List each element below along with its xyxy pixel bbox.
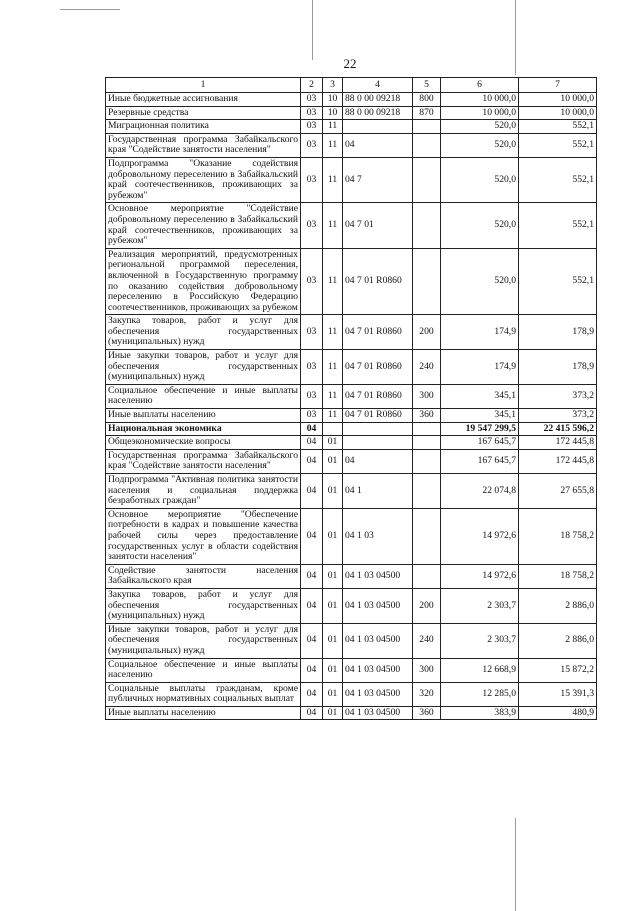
row-amount-year2-cell: 22 415 596,2 bbox=[519, 422, 597, 436]
row-target-article-cell: 04 7 01 R0860 bbox=[343, 315, 413, 350]
row-expense-type-cell bbox=[413, 120, 441, 134]
row-amount-year2-cell: 2 886,0 bbox=[519, 588, 597, 623]
row-subsection-cell: 11 bbox=[323, 248, 343, 315]
row-amount-year2-cell: 27 655,8 bbox=[519, 474, 597, 509]
row-subsection-cell: 11 bbox=[323, 409, 343, 423]
row-expense-type-cell: 300 bbox=[413, 658, 441, 682]
table-row bbox=[106, 315, 597, 350]
row-expense-type-cell bbox=[413, 248, 441, 315]
row-subsection-cell: 10 bbox=[323, 106, 343, 120]
row-amount-year2-cell: 2 886,0 bbox=[519, 623, 597, 658]
row-expense-type-cell bbox=[413, 157, 441, 202]
row-section-cell: 03 bbox=[301, 350, 323, 385]
row-name-cell: Закупка товаров, работ и услуг для обеспечения государственных (муниципальных) нужд bbox=[106, 315, 301, 350]
table-row bbox=[106, 120, 597, 134]
row-subsection-cell: 11 bbox=[323, 133, 343, 157]
row-subsection-cell: 11 bbox=[323, 120, 343, 134]
row-section-cell: 03 bbox=[301, 133, 323, 157]
column-header: 1 bbox=[106, 78, 301, 93]
row-amount-year1-cell: 2 303,7 bbox=[441, 623, 519, 658]
row-expense-type-cell bbox=[413, 203, 441, 248]
row-expense-type-cell: 360 bbox=[413, 409, 441, 423]
row-name-cell: Резервные средства bbox=[106, 106, 301, 120]
row-name-cell: Иные выплаты населению bbox=[106, 706, 301, 720]
row-section-cell: 03 bbox=[301, 315, 323, 350]
row-amount-year2-cell: 10 000,0 bbox=[519, 93, 597, 107]
row-target-article-cell: 04 1 03 04500 bbox=[343, 588, 413, 623]
row-section-cell: 03 bbox=[301, 203, 323, 248]
row-amount-year2-cell: 18 758,2 bbox=[519, 508, 597, 564]
table-row bbox=[106, 133, 597, 157]
row-subsection-cell: 01 bbox=[323, 436, 343, 450]
row-amount-year2-cell: 10 000,0 bbox=[519, 106, 597, 120]
row-section-cell: 04 bbox=[301, 474, 323, 509]
row-target-article-cell: 04 bbox=[343, 449, 413, 473]
row-target-article-cell: 04 7 01 R0860 bbox=[343, 409, 413, 423]
table-row bbox=[106, 106, 597, 120]
table-body bbox=[106, 78, 597, 720]
row-expense-type-cell: 200 bbox=[413, 588, 441, 623]
row-name-cell: Общеэкономические вопросы bbox=[106, 436, 301, 450]
row-target-article-cell: 04 7 01 R0860 bbox=[343, 248, 413, 315]
table-row bbox=[106, 422, 597, 436]
column-header: 7 bbox=[519, 78, 597, 93]
row-target-article-cell: 04 1 03 04500 bbox=[343, 658, 413, 682]
row-name-cell: Государственная программа Забайкальского края "Содействие занятости населения" bbox=[106, 449, 301, 473]
row-section-cell: 03 bbox=[301, 106, 323, 120]
row-subsection-cell: 01 bbox=[323, 623, 343, 658]
row-target-article-cell: 04 7 01 bbox=[343, 203, 413, 248]
table-row bbox=[106, 564, 597, 588]
row-amount-year1-cell: 167 645,7 bbox=[441, 449, 519, 473]
row-amount-year2-cell: 480,9 bbox=[519, 706, 597, 720]
row-expense-type-cell: 300 bbox=[413, 384, 441, 408]
row-amount-year1-cell: 174,9 bbox=[441, 350, 519, 385]
row-amount-year2-cell: 552,1 bbox=[519, 133, 597, 157]
row-amount-year1-cell: 345,1 bbox=[441, 409, 519, 423]
row-expense-type-cell: 240 bbox=[413, 350, 441, 385]
row-section-cell: 04 bbox=[301, 588, 323, 623]
row-name-cell: Социальные выплаты гражданам, кроме публичных нормативных социальных выплат bbox=[106, 682, 301, 706]
row-name-cell: Основное мероприятие "Содействие добровольному переселению в Забайкальский край соотечественников, проживающих за рубежом" bbox=[106, 203, 301, 248]
row-target-article-cell: 04 1 03 04500 bbox=[343, 682, 413, 706]
row-name-cell: Иные закупки товаров, работ и услуг для обеспечения государственных (муниципальных) нужд bbox=[106, 350, 301, 385]
row-subsection-cell: 10 bbox=[323, 93, 343, 107]
column-header: 6 bbox=[441, 78, 519, 93]
row-name-cell: Иные закупки товаров, работ и услуг для обеспечения государственных (муниципальных) нужд bbox=[106, 623, 301, 658]
row-expense-type-cell bbox=[413, 436, 441, 450]
row-name-cell: Подпрограмма "Активная политика занятости населения и социальная поддержка безработных граждан" bbox=[106, 474, 301, 509]
row-amount-year1-cell: 14 972,6 bbox=[441, 564, 519, 588]
row-subsection-cell: 01 bbox=[323, 564, 343, 588]
row-section-cell: 03 bbox=[301, 120, 323, 134]
row-expense-type-cell bbox=[413, 133, 441, 157]
column-header: 5 bbox=[413, 78, 441, 93]
table-row bbox=[106, 588, 597, 623]
row-subsection-cell: 11 bbox=[323, 384, 343, 408]
table-row bbox=[106, 384, 597, 408]
table-row bbox=[106, 658, 597, 682]
table-row bbox=[106, 350, 597, 385]
row-expense-type-cell: 360 bbox=[413, 706, 441, 720]
row-amount-year1-cell: 520,0 bbox=[441, 120, 519, 134]
row-expense-type-cell: 200 bbox=[413, 315, 441, 350]
row-name-cell: Подпрограмма "Оказание содействия добровольному переселению в Забайкальский край соотечественников, проживающих за рубежом" bbox=[106, 157, 301, 202]
row-amount-year2-cell: 552,1 bbox=[519, 120, 597, 134]
row-target-article-cell: 04 bbox=[343, 133, 413, 157]
row-target-article-cell: 04 1 03 04500 bbox=[343, 564, 413, 588]
row-amount-year2-cell: 172 445,8 bbox=[519, 436, 597, 450]
table-row bbox=[106, 508, 597, 564]
table-row bbox=[106, 409, 597, 423]
table-row bbox=[106, 248, 597, 315]
row-subsection-cell: 01 bbox=[323, 474, 343, 509]
row-name-cell: Закупка товаров, работ и услуг для обеспечения государственных (муниципальных) нужд bbox=[106, 588, 301, 623]
row-section-cell: 04 bbox=[301, 682, 323, 706]
row-subsection-cell: 11 bbox=[323, 315, 343, 350]
row-section-cell: 04 bbox=[301, 508, 323, 564]
row-section-cell: 03 bbox=[301, 157, 323, 202]
row-amount-year1-cell: 174,9 bbox=[441, 315, 519, 350]
row-target-article-cell: 04 1 03 04500 bbox=[343, 706, 413, 720]
row-expense-type-cell bbox=[413, 449, 441, 473]
row-amount-year1-cell: 14 972,6 bbox=[441, 508, 519, 564]
row-name-cell: Содействие занятости населения Забайкальского края bbox=[106, 564, 301, 588]
row-target-article-cell: 88 0 00 09218 bbox=[343, 106, 413, 120]
row-amount-year1-cell: 520,0 bbox=[441, 157, 519, 202]
row-name-cell: Иные бюджетные ассигнования bbox=[106, 93, 301, 107]
row-amount-year2-cell: 178,9 bbox=[519, 315, 597, 350]
row-amount-year1-cell: 520,0 bbox=[441, 203, 519, 248]
budget-table bbox=[105, 77, 597, 720]
row-target-article-cell: 04 7 bbox=[343, 157, 413, 202]
row-section-cell: 03 bbox=[301, 248, 323, 315]
row-amount-year1-cell: 10 000,0 bbox=[441, 93, 519, 107]
row-subsection-cell: 01 bbox=[323, 508, 343, 564]
row-section-cell: 04 bbox=[301, 564, 323, 588]
row-section-cell: 04 bbox=[301, 706, 323, 720]
row-section-cell: 03 bbox=[301, 93, 323, 107]
row-target-article-cell: 04 1 03 04500 bbox=[343, 623, 413, 658]
row-amount-year1-cell: 520,0 bbox=[441, 248, 519, 315]
table-row bbox=[106, 706, 597, 720]
row-amount-year1-cell: 520,0 bbox=[441, 133, 519, 157]
row-section-cell: 03 bbox=[301, 409, 323, 423]
row-subsection-cell: 11 bbox=[323, 350, 343, 385]
table-row bbox=[106, 682, 597, 706]
row-target-article-cell: 88 0 00 09218 bbox=[343, 93, 413, 107]
row-subsection-cell: 01 bbox=[323, 658, 343, 682]
row-amount-year1-cell: 22 074,8 bbox=[441, 474, 519, 509]
scan-artifact-mark bbox=[60, 9, 120, 10]
row-target-article-cell bbox=[343, 436, 413, 450]
row-amount-year1-cell: 19 547 299,5 bbox=[441, 422, 519, 436]
column-header: 4 bbox=[343, 78, 413, 93]
row-amount-year1-cell: 345,1 bbox=[441, 384, 519, 408]
table-row bbox=[106, 623, 597, 658]
row-name-cell: Реализация мероприятий, предусмотренных региональной программой переселения, включенной в Государственную программу по оказанию содействия добровольному переселению в Российскую Федерацию соотечественников, проживающих за рубежом bbox=[106, 248, 301, 315]
row-target-article-cell bbox=[343, 120, 413, 134]
row-subsection-cell: 01 bbox=[323, 682, 343, 706]
row-target-article-cell bbox=[343, 422, 413, 436]
header-row bbox=[106, 78, 597, 93]
row-amount-year1-cell: 2 303,7 bbox=[441, 588, 519, 623]
row-expense-type-cell bbox=[413, 422, 441, 436]
row-expense-type-cell: 320 bbox=[413, 682, 441, 706]
row-expense-type-cell bbox=[413, 508, 441, 564]
row-target-article-cell: 04 1 03 bbox=[343, 508, 413, 564]
row-subsection-cell: 11 bbox=[323, 203, 343, 248]
table-row bbox=[106, 474, 597, 509]
scan-artifact-line bbox=[312, 0, 313, 60]
row-amount-year2-cell: 15 872,2 bbox=[519, 658, 597, 682]
row-amount-year2-cell: 552,1 bbox=[519, 157, 597, 202]
row-section-cell: 04 bbox=[301, 436, 323, 450]
row-amount-year1-cell: 167 645,7 bbox=[441, 436, 519, 450]
row-section-cell: 04 bbox=[301, 623, 323, 658]
row-amount-year2-cell: 178,9 bbox=[519, 350, 597, 385]
row-section-cell: 04 bbox=[301, 422, 323, 436]
row-subsection-cell: 11 bbox=[323, 157, 343, 202]
row-target-article-cell: 04 1 bbox=[343, 474, 413, 509]
row-amount-year2-cell: 18 758,2 bbox=[519, 564, 597, 588]
row-section-cell: 03 bbox=[301, 384, 323, 408]
table-row bbox=[106, 449, 597, 473]
row-amount-year1-cell: 10 000,0 bbox=[441, 106, 519, 120]
row-amount-year2-cell: 373,2 bbox=[519, 384, 597, 408]
table-row bbox=[106, 157, 597, 202]
column-header: 2 bbox=[301, 78, 323, 93]
row-amount-year2-cell: 15 391,3 bbox=[519, 682, 597, 706]
row-target-article-cell: 04 7 01 R0860 bbox=[343, 350, 413, 385]
table-row bbox=[106, 93, 597, 107]
row-subsection-cell: 01 bbox=[323, 706, 343, 720]
row-subsection-cell: 01 bbox=[323, 588, 343, 623]
row-amount-year1-cell: 12 285,0 bbox=[441, 682, 519, 706]
row-subsection-cell bbox=[323, 422, 343, 436]
row-amount-year2-cell: 172 445,8 bbox=[519, 449, 597, 473]
row-amount-year2-cell: 552,1 bbox=[519, 248, 597, 315]
row-name-cell: Иные выплаты населению bbox=[106, 409, 301, 423]
row-expense-type-cell: 870 bbox=[413, 106, 441, 120]
row-amount-year1-cell: 12 668,9 bbox=[441, 658, 519, 682]
row-name-cell: Национальная экономика bbox=[106, 422, 301, 436]
row-section-cell: 04 bbox=[301, 449, 323, 473]
row-amount-year2-cell: 373,2 bbox=[519, 409, 597, 423]
row-expense-type-cell bbox=[413, 474, 441, 509]
row-name-cell: Государственная программа Забайкальского края "Содействие занятости населения" bbox=[106, 133, 301, 157]
row-name-cell: Основное мероприятие "Обеспечение потребности в кадрах и повышение качества рабочей силы через предоставление государственных услуг в области содействия занятости населения" bbox=[106, 508, 301, 564]
page-number: 22 bbox=[343, 56, 357, 71]
column-header: 3 bbox=[323, 78, 343, 93]
scan-artifact-line bbox=[515, 818, 516, 911]
row-subsection-cell: 01 bbox=[323, 449, 343, 473]
row-name-cell: Социальное обеспечение и иные выплаты населению bbox=[106, 384, 301, 408]
row-amount-year1-cell: 383,9 bbox=[441, 706, 519, 720]
row-expense-type-cell bbox=[413, 564, 441, 588]
row-section-cell: 04 bbox=[301, 658, 323, 682]
row-name-cell: Миграционная политика bbox=[106, 120, 301, 134]
row-expense-type-cell: 800 bbox=[413, 93, 441, 107]
table-row bbox=[106, 436, 597, 450]
row-expense-type-cell: 240 bbox=[413, 623, 441, 658]
row-amount-year2-cell: 552,1 bbox=[519, 203, 597, 248]
row-name-cell: Социальное обеспечение и иные выплаты населению bbox=[106, 658, 301, 682]
row-target-article-cell: 04 7 01 R0860 bbox=[343, 384, 413, 408]
table-row bbox=[106, 203, 597, 248]
